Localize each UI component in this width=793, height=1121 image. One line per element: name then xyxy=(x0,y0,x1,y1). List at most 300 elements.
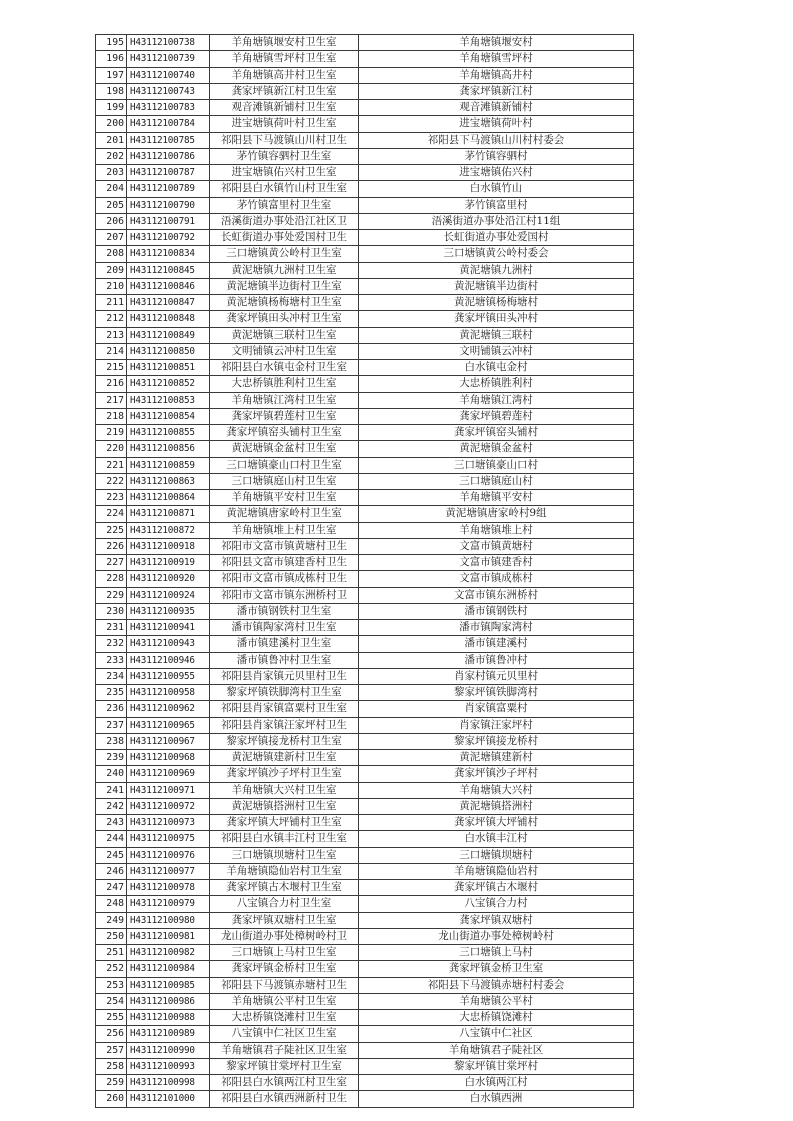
clinic-name: 黄泥塘镇搭洲村卫生室 xyxy=(210,798,359,814)
institution-code: H43112100790 xyxy=(127,197,210,213)
clinic-name: 祁阳县白水镇西洲新村卫生 xyxy=(210,1091,359,1107)
village-name: 三口塘镇坝塘村 xyxy=(359,847,634,863)
table-row xyxy=(96,83,634,99)
clinic-name: 龚家坪镇碧莲村卫生室 xyxy=(210,408,359,424)
village-name: 进宝塘镇佑兴村 xyxy=(359,165,634,181)
clinic-name: 祁阳县肖家镇元贝里村卫生 xyxy=(210,668,359,684)
village-name: 肖家村镇元贝里村 xyxy=(359,668,634,684)
row-number: 254 xyxy=(96,993,127,1009)
clinic-name: 浯溪街道办事处沿江社区卫 xyxy=(210,213,359,229)
institution-code: H43112100975 xyxy=(127,831,210,847)
institution-code: H43112100988 xyxy=(127,1010,210,1026)
clinic-name: 龚家坪镇沙子坪村卫生室 xyxy=(210,766,359,782)
table-row xyxy=(96,425,634,441)
village-name: 进宝塘镇荷叶村 xyxy=(359,116,634,132)
clinic-table xyxy=(95,34,634,1108)
row-number: 223 xyxy=(96,490,127,506)
table-row xyxy=(96,35,634,51)
village-name: 八宝镇中仁社区 xyxy=(359,1026,634,1042)
village-name: 八宝镇合力村 xyxy=(359,896,634,912)
clinic-name: 观音滩镇新铺村卫生室 xyxy=(210,100,359,116)
clinic-name: 黄泥塘镇九洲村卫生室 xyxy=(210,262,359,278)
clinic-name: 羊角塘镇隐仙岩村卫生室 xyxy=(210,863,359,879)
row-number: 230 xyxy=(96,603,127,619)
institution-code: H43112100935 xyxy=(127,603,210,619)
clinic-name: 羊角塘镇高井村卫生室 xyxy=(210,67,359,83)
village-name: 黄泥塘镇半边街村 xyxy=(359,278,634,294)
row-number: 219 xyxy=(96,425,127,441)
institution-code: H43112100982 xyxy=(127,945,210,961)
institution-code: H43112100943 xyxy=(127,636,210,652)
village-name: 潘市镇建溪村 xyxy=(359,636,634,652)
village-name: 白水镇屯金村 xyxy=(359,360,634,376)
row-number: 251 xyxy=(96,945,127,961)
table-row xyxy=(96,880,634,896)
clinic-name: 大忠桥镇胜利村卫生室 xyxy=(210,376,359,392)
table-row xyxy=(96,945,634,961)
row-number: 199 xyxy=(96,100,127,116)
village-name: 羊角塘镇雪坪村 xyxy=(359,51,634,67)
institution-code: H43112100946 xyxy=(127,652,210,668)
clinic-name: 羊角塘镇江湾村卫生室 xyxy=(210,392,359,408)
institution-code: H43112100789 xyxy=(127,181,210,197)
village-name: 黄泥塘镇建新村 xyxy=(359,750,634,766)
clinic-name: 长虹街道办事处爱国村卫生 xyxy=(210,230,359,246)
institution-code: H43112100985 xyxy=(127,977,210,993)
clinic-name: 黄泥塘镇金盆村卫生室 xyxy=(210,441,359,457)
institution-code: H43112100986 xyxy=(127,993,210,1009)
institution-code: H43112100919 xyxy=(127,555,210,571)
institution-code: H43112100849 xyxy=(127,327,210,343)
village-name: 肖家镇汪家坪村 xyxy=(359,717,634,733)
row-number: 211 xyxy=(96,295,127,311)
clinic-name: 祁阳县文富市镇建香村卫生 xyxy=(210,555,359,571)
village-name: 大忠桥镇饶滩村 xyxy=(359,1010,634,1026)
row-number: 257 xyxy=(96,1042,127,1058)
table-row xyxy=(96,197,634,213)
village-name: 三口塘镇上马村 xyxy=(359,945,634,961)
table-row xyxy=(96,1091,634,1107)
institution-code: H43112100958 xyxy=(127,685,210,701)
row-number: 240 xyxy=(96,766,127,782)
village-name: 黄泥塘镇金盆村 xyxy=(359,441,634,457)
clinic-name: 龙山街道办事处樟树岭村卫 xyxy=(210,928,359,944)
table-row xyxy=(96,132,634,148)
institution-code: H43112100787 xyxy=(127,165,210,181)
institution-code: H43112100739 xyxy=(127,51,210,67)
clinic-name: 大忠桥镇饶滩村卫生室 xyxy=(210,1010,359,1026)
village-name: 文富市镇黄塘村 xyxy=(359,538,634,554)
clinic-name: 龚家坪镇双塘村卫生室 xyxy=(210,912,359,928)
village-name: 浯溪街道办事处沿江村11组 xyxy=(359,213,634,229)
institution-code: H43112100738 xyxy=(127,35,210,51)
village-name: 黄泥塘镇唐家岭村9组 xyxy=(359,506,634,522)
clinic-name: 祁阳市文富市镇成栋村卫生 xyxy=(210,571,359,587)
clinic-name: 羊角塘镇平安村卫生室 xyxy=(210,490,359,506)
village-name: 祁阳县下马渡镇山川村村委会 xyxy=(359,132,634,148)
village-name: 白水镇西洲 xyxy=(359,1091,634,1107)
institution-code: H43112100955 xyxy=(127,668,210,684)
clinic-name: 祁阳县白水镇两江村卫生室 xyxy=(210,1075,359,1091)
village-name: 羊角塘镇高井村 xyxy=(359,67,634,83)
row-number: 202 xyxy=(96,148,127,164)
row-number: 218 xyxy=(96,408,127,424)
row-number: 196 xyxy=(96,51,127,67)
village-name: 白水镇竹山 xyxy=(359,181,634,197)
village-name: 龚家坪镇窑头铺村 xyxy=(359,425,634,441)
institution-code: H43112100792 xyxy=(127,230,210,246)
institution-code: H43112100783 xyxy=(127,100,210,116)
table-row xyxy=(96,295,634,311)
row-number: 248 xyxy=(96,896,127,912)
village-name: 文富市镇建香村 xyxy=(359,555,634,571)
village-name: 羊角塘镇平安村 xyxy=(359,490,634,506)
clinic-name: 潘市镇钢铁村卫生室 xyxy=(210,603,359,619)
village-name: 茅竹镇富里村 xyxy=(359,197,634,213)
clinic-name: 祁阳县白水镇竹山村卫生室 xyxy=(210,181,359,197)
village-name: 龚家坪镇田头冲村 xyxy=(359,311,634,327)
table-row xyxy=(96,457,634,473)
institution-code: H43112100941 xyxy=(127,620,210,636)
row-number: 207 xyxy=(96,230,127,246)
table-row xyxy=(96,733,634,749)
institution-code: H43112100979 xyxy=(127,896,210,912)
village-name: 白水镇两江村 xyxy=(359,1075,634,1091)
village-name: 黄泥塘镇三联村 xyxy=(359,327,634,343)
village-name: 龚家坪镇大坪铺村 xyxy=(359,815,634,831)
village-name: 茅竹镇容驷村 xyxy=(359,148,634,164)
village-name: 黎家坪镇接龙桥村 xyxy=(359,733,634,749)
clinic-name: 羊角塘镇君子陡社区卫生室 xyxy=(210,1042,359,1058)
table-row xyxy=(96,116,634,132)
clinic-name: 进宝塘镇荷叶村卫生室 xyxy=(210,116,359,132)
institution-code: H43112100791 xyxy=(127,213,210,229)
institution-code: H43112100834 xyxy=(127,246,210,262)
institution-code: H43112100872 xyxy=(127,522,210,538)
table-row xyxy=(96,603,634,619)
clinic-name: 祁阳县肖家镇富粟村卫生室 xyxy=(210,701,359,717)
table-row xyxy=(96,506,634,522)
institution-code: H43112100977 xyxy=(127,863,210,879)
table-row xyxy=(96,685,634,701)
institution-code: H43112100993 xyxy=(127,1058,210,1074)
table-row xyxy=(96,587,634,603)
row-number: 245 xyxy=(96,847,127,863)
village-name: 文明铺镇云冲村 xyxy=(359,343,634,359)
institution-code: H43112100864 xyxy=(127,490,210,506)
village-name: 黄泥塘镇九洲村 xyxy=(359,262,634,278)
table-row xyxy=(96,717,634,733)
table-row xyxy=(96,376,634,392)
table-row xyxy=(96,668,634,684)
table-row xyxy=(96,343,634,359)
institution-code: H43112100847 xyxy=(127,295,210,311)
institution-code: H43112100973 xyxy=(127,815,210,831)
row-number: 216 xyxy=(96,376,127,392)
row-number: 197 xyxy=(96,67,127,83)
table-row xyxy=(96,148,634,164)
village-name: 潘市镇陶家湾村 xyxy=(359,620,634,636)
table-row xyxy=(96,847,634,863)
table-row xyxy=(96,1042,634,1058)
table-row xyxy=(96,246,634,262)
table-row xyxy=(96,766,634,782)
table-row xyxy=(96,473,634,489)
village-name: 三口塘镇黄公岭村委会 xyxy=(359,246,634,262)
institution-code: H43112100859 xyxy=(127,457,210,473)
row-number: 198 xyxy=(96,83,127,99)
row-number: 253 xyxy=(96,977,127,993)
village-name: 观音滩镇新铺村 xyxy=(359,100,634,116)
institution-code: H43112100981 xyxy=(127,928,210,944)
table-row xyxy=(96,278,634,294)
row-number: 241 xyxy=(96,782,127,798)
table-row xyxy=(96,408,634,424)
table-row xyxy=(96,327,634,343)
institution-code: H43112100924 xyxy=(127,587,210,603)
clinic-name: 龚家坪镇金桥村卫生室 xyxy=(210,961,359,977)
row-number: 217 xyxy=(96,392,127,408)
institution-code: H43112100998 xyxy=(127,1075,210,1091)
row-number: 237 xyxy=(96,717,127,733)
institution-code: H43112100967 xyxy=(127,733,210,749)
village-name: 潘市镇鲁冲村 xyxy=(359,652,634,668)
table-row xyxy=(96,51,634,67)
village-name: 文富市镇成栋村 xyxy=(359,571,634,587)
row-number: 220 xyxy=(96,441,127,457)
clinic-name: 黄泥塘镇建新村卫生室 xyxy=(210,750,359,766)
clinic-name: 茅竹镇容驷村卫生室 xyxy=(210,148,359,164)
table-row xyxy=(96,863,634,879)
table-row xyxy=(96,928,634,944)
row-number: 246 xyxy=(96,863,127,879)
institution-code: H43112100863 xyxy=(127,473,210,489)
table-row xyxy=(96,652,634,668)
row-number: 252 xyxy=(96,961,127,977)
institution-code: H43112100989 xyxy=(127,1026,210,1042)
clinic-name: 黄泥塘镇半边街村卫生室 xyxy=(210,278,359,294)
institution-code: H43112101000 xyxy=(127,1091,210,1107)
clinic-name: 黎家坪镇接龙桥村卫生室 xyxy=(210,733,359,749)
row-number: 200 xyxy=(96,116,127,132)
row-number: 214 xyxy=(96,343,127,359)
clinic-name: 羊角塘镇堰安村卫生室 xyxy=(210,35,359,51)
clinic-name: 潘市镇陶家湾村卫生室 xyxy=(210,620,359,636)
row-number: 215 xyxy=(96,360,127,376)
institution-code: H43112100968 xyxy=(127,750,210,766)
institution-code: H43112100965 xyxy=(127,717,210,733)
institution-code: H43112100848 xyxy=(127,311,210,327)
clinic-name: 潘市镇鲁冲村卫生室 xyxy=(210,652,359,668)
table-row xyxy=(96,961,634,977)
village-name: 肖家镇富粟村 xyxy=(359,701,634,717)
row-number: 249 xyxy=(96,912,127,928)
clinic-name: 三口塘镇豪山口村卫生室 xyxy=(210,457,359,473)
institution-code: H43112100962 xyxy=(127,701,210,717)
clinic-name: 羊角塘镇大兴村卫生室 xyxy=(210,782,359,798)
clinic-name: 三口塘镇庭山村卫生室 xyxy=(210,473,359,489)
village-name: 祁阳县下马渡镇赤塘村村委会 xyxy=(359,977,634,993)
village-name: 潘市镇钢铁村 xyxy=(359,603,634,619)
village-name: 龚家坪镇新江村 xyxy=(359,83,634,99)
row-number: 227 xyxy=(96,555,127,571)
table-row xyxy=(96,555,634,571)
row-number: 242 xyxy=(96,798,127,814)
clinic-name: 龚家坪镇窑头铺村卫生室 xyxy=(210,425,359,441)
row-number: 255 xyxy=(96,1010,127,1026)
clinic-name: 潘市镇建溪村卫生室 xyxy=(210,636,359,652)
institution-code: H43112100743 xyxy=(127,83,210,99)
clinic-name: 羊角塘镇公平村卫生室 xyxy=(210,993,359,1009)
village-name: 长虹街道办事处爱国村 xyxy=(359,230,634,246)
table-row xyxy=(96,441,634,457)
row-number: 238 xyxy=(96,733,127,749)
table-body xyxy=(96,35,634,1108)
clinic-name: 祁阳县白水镇屯金村卫生室 xyxy=(210,360,359,376)
institution-code: H43112100978 xyxy=(127,880,210,896)
clinic-name: 祁阳县下马渡镇赤塘村卫生 xyxy=(210,977,359,993)
table-row xyxy=(96,165,634,181)
row-number: 208 xyxy=(96,246,127,262)
institution-code: H43112100785 xyxy=(127,132,210,148)
table-row xyxy=(96,896,634,912)
clinic-name: 龚家坪镇古木堰村卫生室 xyxy=(210,880,359,896)
institution-code: H43112100969 xyxy=(127,766,210,782)
table-row xyxy=(96,1026,634,1042)
village-name: 羊角塘镇君子陡社区 xyxy=(359,1042,634,1058)
village-name: 龚家坪镇双塘村 xyxy=(359,912,634,928)
row-number: 233 xyxy=(96,652,127,668)
table-row xyxy=(96,1075,634,1091)
table-row xyxy=(96,977,634,993)
clinic-name: 茅竹镇富里村卫生室 xyxy=(210,197,359,213)
institution-code: H43112100845 xyxy=(127,262,210,278)
village-name: 黄泥塘镇搭洲村 xyxy=(359,798,634,814)
village-name: 黎家坪镇甘棠坪村 xyxy=(359,1058,634,1074)
institution-code: H43112100784 xyxy=(127,116,210,132)
institution-code: H43112100972 xyxy=(127,798,210,814)
clinic-name: 龚家坪镇田头冲村卫生室 xyxy=(210,311,359,327)
row-number: 239 xyxy=(96,750,127,766)
institution-code: H43112100853 xyxy=(127,392,210,408)
institution-code: H43112100918 xyxy=(127,538,210,554)
row-number: 260 xyxy=(96,1091,127,1107)
row-number: 247 xyxy=(96,880,127,896)
table-row xyxy=(96,831,634,847)
table-row xyxy=(96,636,634,652)
table-row xyxy=(96,798,634,814)
clinic-name: 黄泥塘镇杨梅塘村卫生室 xyxy=(210,295,359,311)
row-number: 225 xyxy=(96,522,127,538)
table-row xyxy=(96,1010,634,1026)
institution-code: H43112100851 xyxy=(127,360,210,376)
table-row xyxy=(96,522,634,538)
row-number: 258 xyxy=(96,1058,127,1074)
institution-code: H43112100786 xyxy=(127,148,210,164)
clinic-name: 龚家坪镇大坪铺村卫生室 xyxy=(210,815,359,831)
row-number: 210 xyxy=(96,278,127,294)
clinic-name: 祁阳市文富市镇东洲桥村卫 xyxy=(210,587,359,603)
table-row xyxy=(96,262,634,278)
table-row xyxy=(96,360,634,376)
row-number: 226 xyxy=(96,538,127,554)
clinic-name: 祁阳市文富市镇黄塘村卫生 xyxy=(210,538,359,554)
row-number: 206 xyxy=(96,213,127,229)
row-number: 231 xyxy=(96,620,127,636)
institution-code: H43112100980 xyxy=(127,912,210,928)
village-name: 羊角塘镇公平村 xyxy=(359,993,634,1009)
table-row xyxy=(96,1058,634,1074)
row-number: 232 xyxy=(96,636,127,652)
table-row xyxy=(96,571,634,587)
table-row xyxy=(96,181,634,197)
row-number: 256 xyxy=(96,1026,127,1042)
village-name: 龚家坪镇金桥卫生室 xyxy=(359,961,634,977)
clinic-name: 龚家坪镇新江村卫生室 xyxy=(210,83,359,99)
table-row xyxy=(96,490,634,506)
clinic-name: 进宝塘镇佑兴村卫生室 xyxy=(210,165,359,181)
row-number: 203 xyxy=(96,165,127,181)
table-row xyxy=(96,67,634,83)
row-number: 204 xyxy=(96,181,127,197)
clinic-name: 黄泥塘镇唐家岭村卫生室 xyxy=(210,506,359,522)
institution-code: H43112100871 xyxy=(127,506,210,522)
row-number: 250 xyxy=(96,928,127,944)
institution-code: H43112100850 xyxy=(127,343,210,359)
village-name: 羊角塘镇堆上村 xyxy=(359,522,634,538)
table-row xyxy=(96,100,634,116)
village-name: 羊角塘镇大兴村 xyxy=(359,782,634,798)
clinic-name: 三口塘镇黄公岭村卫生室 xyxy=(210,246,359,262)
village-name: 龚家坪镇沙子坪村 xyxy=(359,766,634,782)
row-number: 209 xyxy=(96,262,127,278)
row-number: 222 xyxy=(96,473,127,489)
institution-code: H43112100855 xyxy=(127,425,210,441)
row-number: 213 xyxy=(96,327,127,343)
row-number: 229 xyxy=(96,587,127,603)
institution-code: H43112100984 xyxy=(127,961,210,977)
table-row xyxy=(96,213,634,229)
clinic-name: 八宝镇中仁社区卫生室 xyxy=(210,1026,359,1042)
village-name: 三口塘镇豪山口村 xyxy=(359,457,634,473)
institution-code: H43112100990 xyxy=(127,1042,210,1058)
institution-code: H43112100920 xyxy=(127,571,210,587)
row-number: 259 xyxy=(96,1075,127,1091)
table-row xyxy=(96,750,634,766)
table-row xyxy=(96,311,634,327)
row-number: 228 xyxy=(96,571,127,587)
clinic-name: 羊角塘镇堆上村卫生室 xyxy=(210,522,359,538)
village-name: 龚家坪镇碧莲村 xyxy=(359,408,634,424)
table-row xyxy=(96,392,634,408)
village-name: 黎家坪镇铁脚湾村 xyxy=(359,685,634,701)
clinic-name: 祁阳县白水镇丰江村卫生室 xyxy=(210,831,359,847)
table-row xyxy=(96,538,634,554)
table-row xyxy=(96,912,634,928)
village-name: 白水镇丰江村 xyxy=(359,831,634,847)
table-row xyxy=(96,230,634,246)
row-number: 201 xyxy=(96,132,127,148)
clinic-name: 黄泥塘镇三联村卫生室 xyxy=(210,327,359,343)
row-number: 212 xyxy=(96,311,127,327)
row-number: 224 xyxy=(96,506,127,522)
institution-code: H43112100846 xyxy=(127,278,210,294)
table-row xyxy=(96,993,634,1009)
row-number: 244 xyxy=(96,831,127,847)
table-row xyxy=(96,701,634,717)
institution-code: H43112100852 xyxy=(127,376,210,392)
clinic-name: 三口塘镇坝塘村卫生室 xyxy=(210,847,359,863)
